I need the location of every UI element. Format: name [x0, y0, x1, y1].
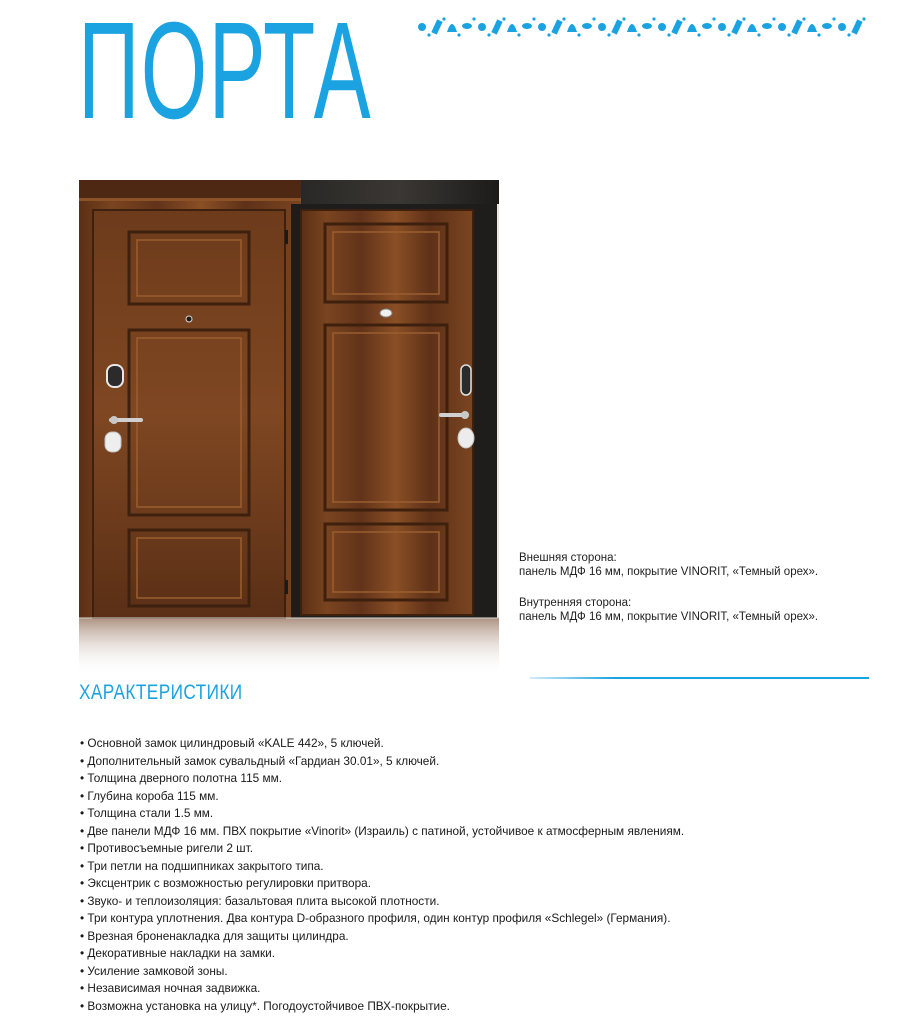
ornament-motif [778, 23, 786, 31]
ornament-motif [731, 19, 742, 34]
spec-item: • Усиление замковой зоны. [80, 963, 684, 981]
ornament-motif [718, 23, 726, 31]
spec-item: • Возможна установка на улицу*. Погодоустойчивое ПВХ-покрытие. [80, 998, 684, 1016]
ornament-motif [522, 23, 532, 29]
inner-side-label: Внутренняя сторона: [519, 597, 632, 609]
ornament-dot [472, 17, 475, 20]
ornament-dot [607, 33, 610, 36]
ornament-motif [687, 24, 697, 32]
spec-item: • Глубина короба 115 мм. [80, 788, 684, 806]
ornament-motif [642, 23, 652, 29]
ornament-motif [507, 24, 517, 32]
divider-line [530, 677, 869, 679]
ornament-dot [577, 33, 580, 36]
outer-side-text: панель МДФ 16 мм, покрытие VINORIT, «Темный орех». [519, 566, 819, 578]
ornament-motif [627, 24, 637, 32]
ornament-motif [551, 19, 562, 34]
ornament-dot [652, 17, 655, 20]
ornament-dot [667, 33, 670, 36]
ornament-dot [847, 33, 850, 36]
specs-heading: ХАРАКТЕРИСТИКИ [79, 681, 243, 704]
spec-item: • Основной замок цилиндровый «KALE 442», 5 ключей. [80, 735, 684, 753]
spec-item: • Эксцентрик с возможностью регулировки притвора. [80, 875, 684, 893]
ornament-dot [787, 33, 790, 36]
ornament-dot [802, 17, 805, 20]
ornament-motif [702, 23, 712, 29]
ornament-dot [697, 33, 700, 36]
ornament-dot [817, 33, 820, 36]
spec-item: • Врезная броненакладка для защиты цилиндра. [80, 928, 684, 946]
ornament-motif [807, 24, 817, 32]
spec-item: • Звуко- и теплоизоляция: базальтовая плита высокой плотности. [80, 893, 684, 911]
ornament-motif [822, 23, 832, 29]
spec-item: • Декоративные накладки на замки. [80, 945, 684, 963]
specs-list [80, 735, 684, 1015]
ornament-dot [487, 33, 490, 36]
outer-side-label: Внешняя сторона: [519, 552, 617, 564]
ornament-dot [457, 33, 460, 36]
ornament-motif [447, 24, 457, 32]
ornament-motif [478, 23, 486, 31]
ornament-dot [832, 17, 835, 20]
spec-item: • Три петли на подшипниках закрытого типа. [80, 858, 684, 876]
ornament-motif [567, 24, 577, 32]
spec-item: • Толщина стали 1.5 мм. [80, 805, 684, 823]
ornament-dot [862, 17, 865, 20]
ornament-dot [772, 17, 775, 20]
ornament-dot [757, 33, 760, 36]
ornament-dot [742, 17, 745, 20]
ornament-dot [442, 17, 445, 20]
ornament-motif [462, 23, 472, 29]
ornament-dot [682, 17, 685, 20]
ornament-dot [622, 17, 625, 20]
door-photo [79, 180, 499, 675]
ornament-motif [538, 23, 546, 31]
decorative-border-icon [416, 12, 868, 42]
ornament-motif [658, 23, 666, 31]
spec-item: • Независимая ночная задвижка. [80, 980, 684, 998]
ornament-motif [838, 23, 846, 31]
spec-item: • Дополнительный замок сувальдный «Гардиан 30.01», 5 ключей. [80, 753, 684, 771]
ornament-motif [671, 19, 682, 34]
ornament-motif [851, 19, 862, 34]
ornament-dot [547, 33, 550, 36]
ornament-dot [637, 33, 640, 36]
spec-item: • Две панели МДФ 16 мм. ПВХ покрытие «Vinorit» (Израиль) с патиной, устойчивое к атмосферным явлениям. [80, 823, 684, 841]
ornament-motif [491, 19, 502, 34]
ornament-dot [592, 17, 595, 20]
ornament-motif [791, 19, 802, 34]
inner-side-text: панель МДФ 16 мм, покрытие VINORIT, «Темный орех». [519, 611, 819, 623]
ornament-dot [427, 33, 430, 36]
ornament-motif [762, 23, 772, 29]
page-title: ПОРТА [78, 0, 372, 148]
ornament-dot [712, 17, 715, 20]
ornament-motif [598, 23, 606, 31]
spec-item: • Противосъемные ригели 2 шт. [80, 840, 684, 858]
ornament-dot [532, 17, 535, 20]
ornament-dot [517, 33, 520, 36]
outer-side-description [519, 551, 818, 579]
ornament-motif [747, 24, 757, 32]
ornament-motif [611, 19, 622, 34]
inner-side-description [519, 596, 818, 624]
spec-item: • Три контура уплотнения. Два контура D-образного профиля, один контур профиля «Schlegel» (Германия). [80, 910, 684, 928]
spec-item: • Толщина дверного полотна 115 мм. [80, 770, 684, 788]
ornament-dot [562, 17, 565, 20]
ornament-dot [727, 33, 730, 36]
ornament-dot [502, 17, 505, 20]
ornament-motif [582, 23, 592, 29]
ornament-motif [431, 19, 442, 34]
ornament-motif [418, 23, 426, 31]
